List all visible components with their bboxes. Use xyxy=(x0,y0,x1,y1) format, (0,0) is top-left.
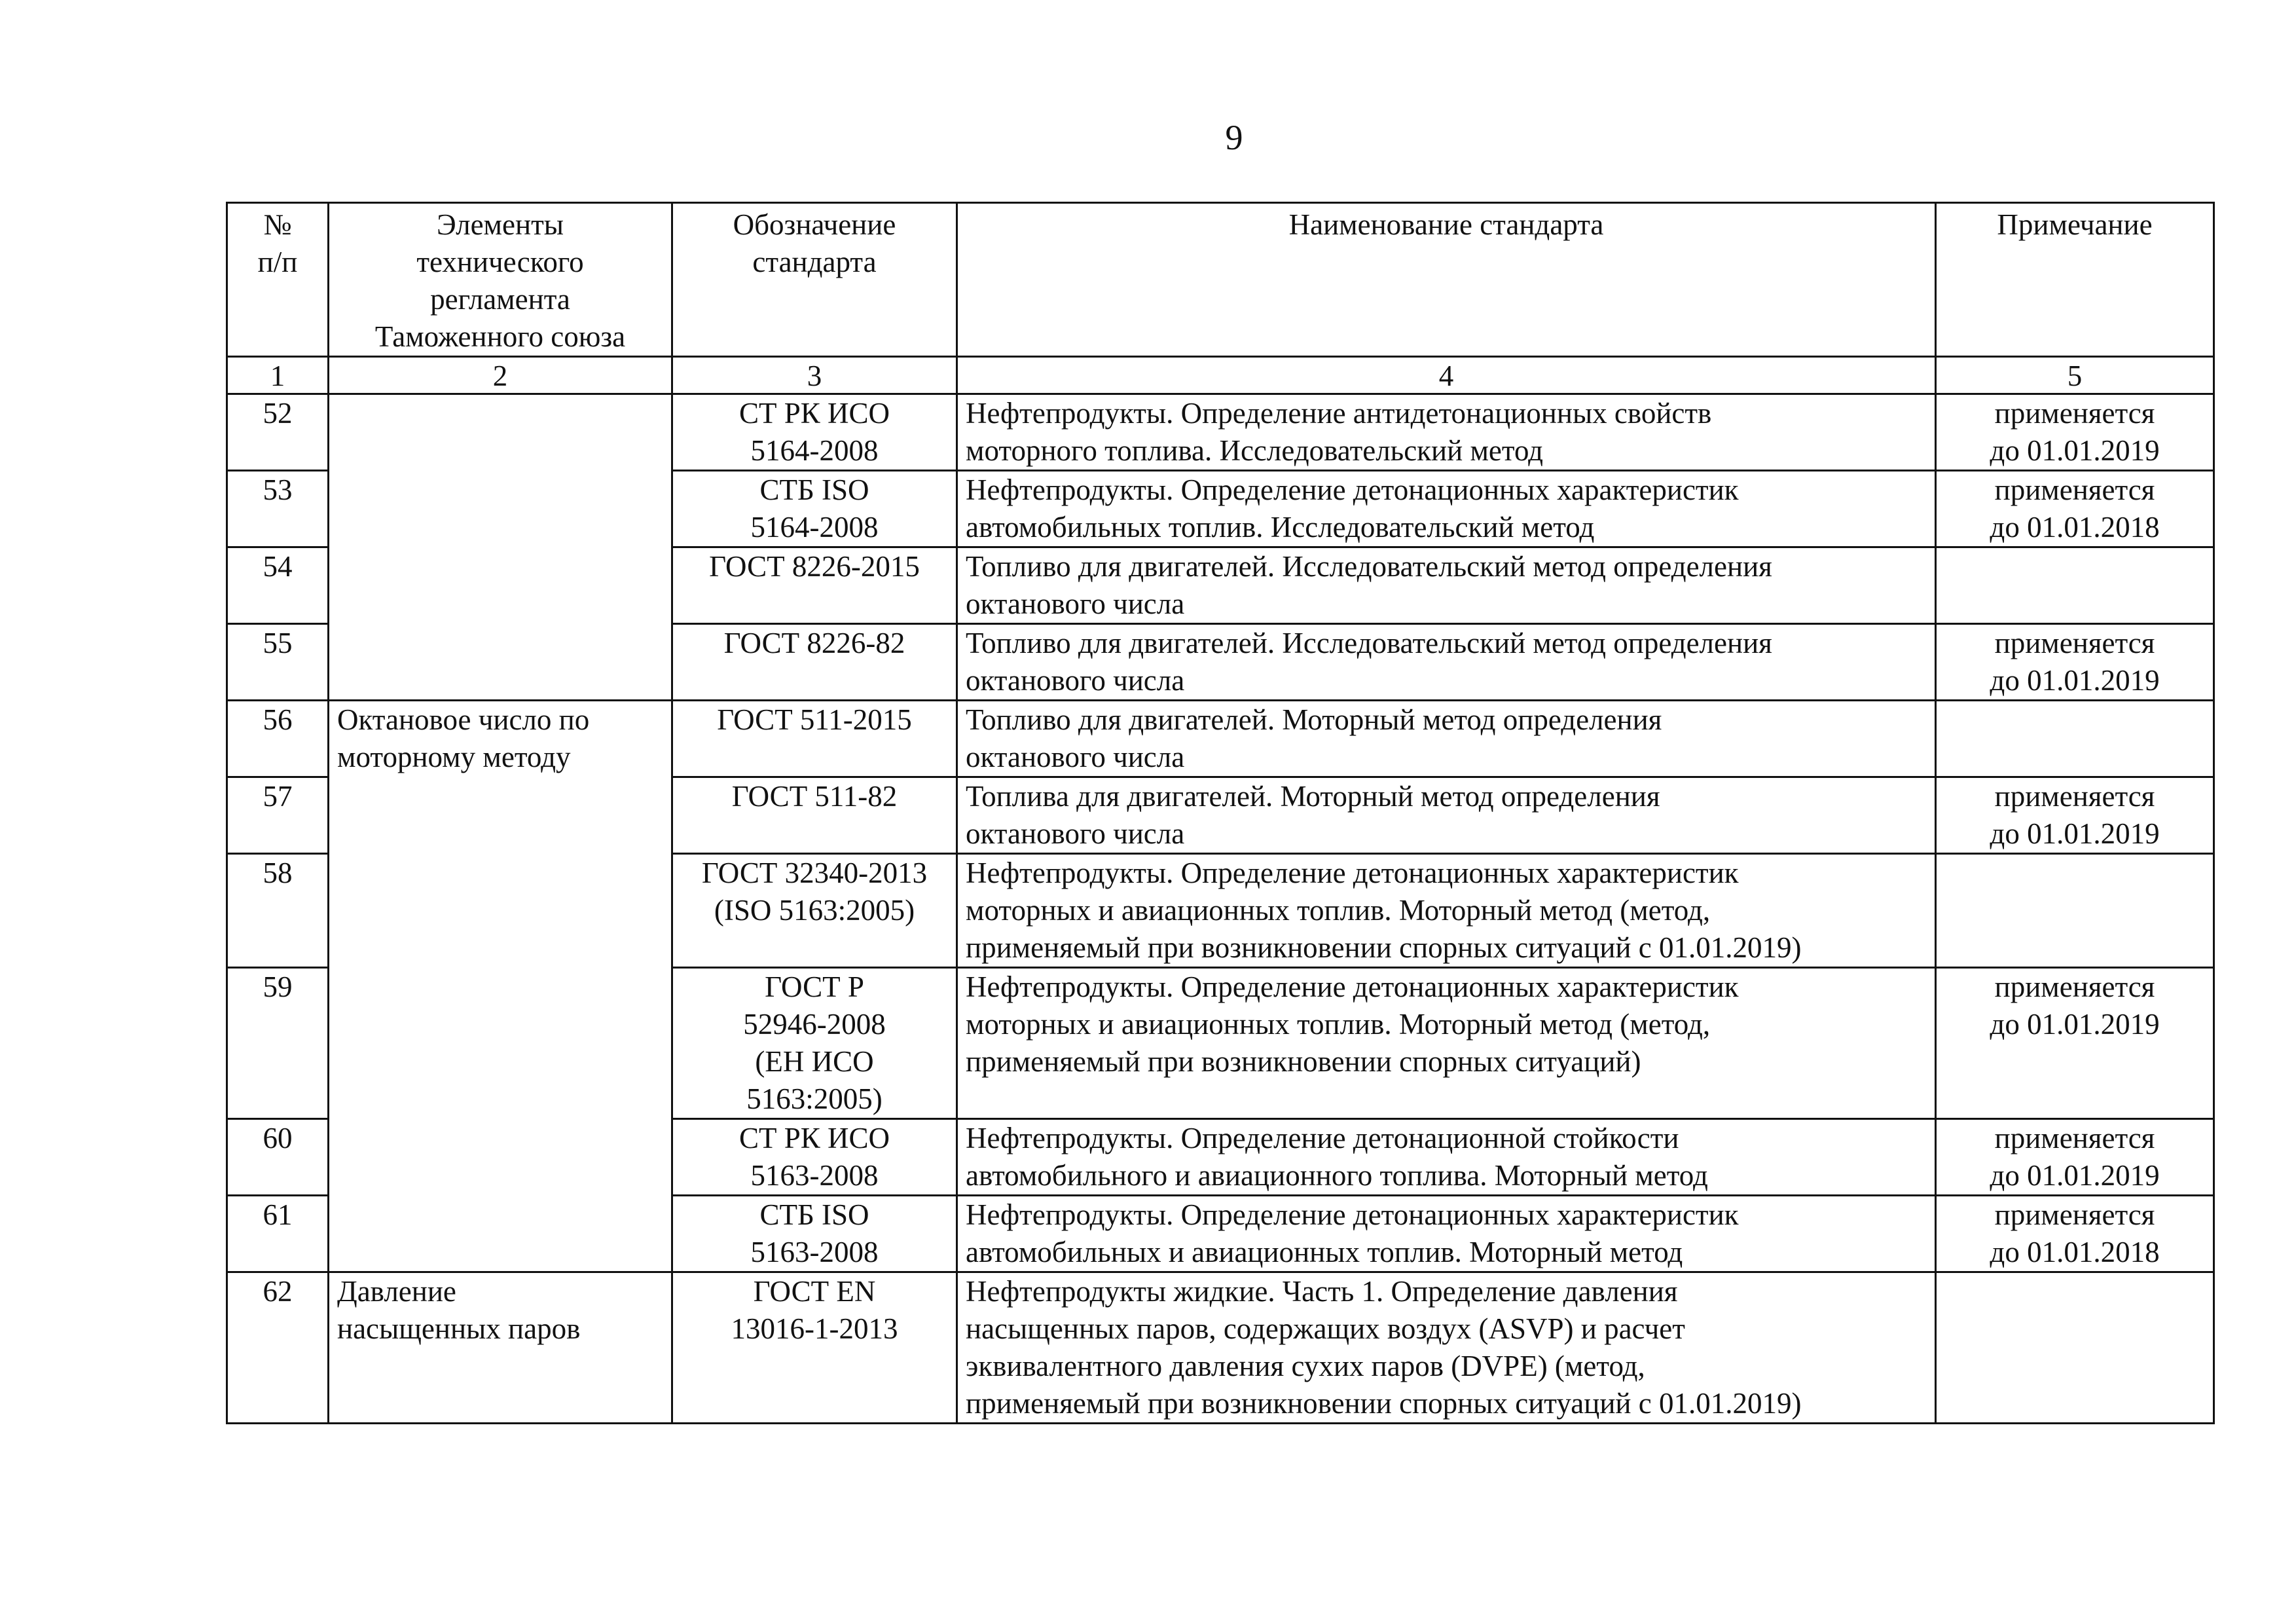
column-index: 5 xyxy=(1936,357,2214,394)
text-line: моторного топлива. Исследовательский метод xyxy=(966,434,1544,467)
text-line: до 01.01.2018 xyxy=(1990,1236,2160,1268)
text-line: Таможенного союза xyxy=(374,320,626,353)
standard-note xyxy=(1936,854,2214,968)
text-line: 52946-2008 xyxy=(743,1008,886,1041)
text-line: Октановое число по xyxy=(337,703,590,736)
row-number: 55 xyxy=(227,624,329,701)
column-index: 4 xyxy=(957,357,1936,394)
standard-note xyxy=(1936,777,2214,854)
text-line: Давление xyxy=(337,1275,456,1308)
standard-note xyxy=(1936,1196,2214,1272)
text-line: регламента xyxy=(430,283,570,316)
text-line: ГОСТ Р xyxy=(765,970,864,1003)
text-line: до 01.01.2019 xyxy=(1990,434,2160,467)
row-number: 57 xyxy=(227,777,329,854)
text-line: СТБ ISO xyxy=(759,1198,869,1231)
text-line: 5163:2005) xyxy=(746,1082,883,1115)
text-line: насыщенных паров xyxy=(337,1312,581,1345)
standard-code xyxy=(672,1272,957,1424)
text-line: Топливо для двигателей. Моторный метод определения xyxy=(966,703,1662,736)
table-header-row xyxy=(227,203,2214,357)
standard-note xyxy=(1936,968,2214,1119)
header-name xyxy=(957,203,1936,357)
standard-name xyxy=(957,701,1936,777)
text-line: применяется xyxy=(1994,1122,2155,1154)
standards-table xyxy=(226,202,2215,1424)
row-number: 58 xyxy=(227,854,329,968)
page-number: 9 xyxy=(1225,118,1243,157)
table-row xyxy=(227,1272,2214,1424)
text-line: автомобильного и авиационного топлива. Моторный метод xyxy=(966,1159,1708,1192)
standard-code xyxy=(672,777,957,854)
row-number: 56 xyxy=(227,701,329,777)
standard-note xyxy=(1936,471,2214,547)
text-line: 5164-2008 xyxy=(750,434,879,467)
text-line: до 01.01.2019 xyxy=(1990,664,2160,697)
text-line: Нефтепродукты жидкие. Часть 1. Определение давления xyxy=(966,1275,1678,1308)
text-line: Нефтепродукты. Определение детонационной стойкости xyxy=(966,1122,1679,1154)
text-line: ГОСТ 8226-82 xyxy=(723,627,905,659)
column-index: 3 xyxy=(672,357,957,394)
text-line: применяется xyxy=(1994,780,2155,813)
standard-name xyxy=(957,547,1936,624)
standard-name xyxy=(957,1196,1936,1272)
text-line: применяется xyxy=(1994,473,2155,506)
text-line: применяемый при возникновении спорных ситуаций с 01.01.2019) xyxy=(966,931,1802,964)
text-line: СТ РК ИСО xyxy=(738,397,890,430)
text-line: стандарта xyxy=(752,246,877,278)
text-line: СТБ ISO xyxy=(759,473,869,506)
standard-note xyxy=(1936,547,2214,624)
text-line: Нефтепродукты. Определение антидетонационных свойств xyxy=(966,397,1712,430)
text-line: до 01.01.2019 xyxy=(1990,817,2160,850)
element-cell-motor-octane xyxy=(329,701,672,1272)
text-line: ГОСТ 511-2015 xyxy=(717,703,912,736)
standard-name xyxy=(957,1119,1936,1196)
column-index: 2 xyxy=(329,357,672,394)
header-element xyxy=(329,203,672,357)
text-line: ГОСТ EN xyxy=(753,1275,876,1308)
row-number: 52 xyxy=(227,394,329,471)
standard-note xyxy=(1936,1119,2214,1196)
column-index: 1 xyxy=(227,357,329,394)
text-line: ГОСТ 32340-2013 xyxy=(701,857,928,889)
text-line: Обозначение xyxy=(733,208,896,241)
text-line: октанового числа xyxy=(966,817,1185,850)
text-line: № xyxy=(263,208,292,241)
standard-name xyxy=(957,854,1936,968)
row-number: 61 xyxy=(227,1196,329,1272)
text-line: моторных и авиационных топлив. Моторный метод (метод, xyxy=(966,1008,1711,1041)
text-line: 5163-2008 xyxy=(750,1159,879,1192)
standard-code xyxy=(672,968,957,1119)
text-line: 5163-2008 xyxy=(750,1236,879,1268)
text-line: автомобильных и авиационных топлив. Моторный метод xyxy=(966,1236,1683,1268)
text-line: (ISO 5163:2005) xyxy=(714,894,915,927)
header-note xyxy=(1936,203,2214,357)
text-line: Нефтепродукты. Определение детонационных характеристик xyxy=(966,473,1739,506)
header-num xyxy=(227,203,329,357)
text-line: Нефтепродукты. Определение детонационных характеристик xyxy=(966,970,1739,1003)
text-line: октанового числа xyxy=(966,587,1185,620)
standard-code xyxy=(672,547,957,624)
text-line: (ЕН ИСО xyxy=(755,1045,874,1078)
standard-code xyxy=(672,1119,957,1196)
standard-note xyxy=(1936,394,2214,471)
text-line: эквивалентного давления сухих паров (DVPE) (метод, xyxy=(966,1350,1645,1382)
text-line: ГОСТ 8226-2015 xyxy=(709,550,920,583)
row-number: 54 xyxy=(227,547,329,624)
row-number: 60 xyxy=(227,1119,329,1196)
row-number: 62 xyxy=(227,1272,329,1424)
text-line: октанового числа xyxy=(966,741,1185,773)
standard-code xyxy=(672,1196,957,1272)
text-line: Нефтепродукты. Определение детонационных характеристик xyxy=(966,857,1739,889)
text-line: применяется xyxy=(1994,1198,2155,1231)
text-line: Топливо для двигателей. Исследовательский метод определения xyxy=(966,550,1772,583)
text-line: Примечание xyxy=(1997,208,2153,241)
text-line: применяемый при возникновении спорных ситуаций с 01.01.2019) xyxy=(966,1387,1802,1420)
text-line: моторному методу xyxy=(337,741,571,773)
text-line: технического xyxy=(416,246,584,278)
text-line: Топливо для двигателей. Исследовательский метод определения xyxy=(966,627,1772,659)
text-line: применяется xyxy=(1994,970,2155,1003)
standard-name xyxy=(957,968,1936,1119)
table-body xyxy=(227,357,2214,1424)
text-line: октанового числа xyxy=(966,664,1185,697)
table-row xyxy=(227,701,2214,777)
element-cell-empty xyxy=(329,394,672,701)
row-number: 59 xyxy=(227,968,329,1119)
header-code xyxy=(672,203,957,357)
standard-code xyxy=(672,701,957,777)
standard-note xyxy=(1936,624,2214,701)
text-line: насыщенных паров, содержащих воздух (ASVP) и расчет xyxy=(966,1312,1685,1345)
text-line: Топлива для двигателей. Моторный метод определения xyxy=(966,780,1660,813)
standard-name xyxy=(957,471,1936,547)
text-line: 13016-1-2013 xyxy=(731,1312,898,1345)
text-line: моторных и авиационных топлив. Моторный метод (метод, xyxy=(966,894,1711,927)
text-line: применяется xyxy=(1994,397,2155,430)
standard-note xyxy=(1936,1272,2214,1424)
text-line: СТ РК ИСО xyxy=(738,1122,890,1154)
text-line: до 01.01.2019 xyxy=(1990,1159,2160,1192)
text-line: применяемый при возникновении спорных ситуаций) xyxy=(966,1045,1641,1078)
text-line: до 01.01.2018 xyxy=(1990,511,2160,544)
standard-code xyxy=(672,471,957,547)
text-line: 5164-2008 xyxy=(750,511,879,544)
standard-name xyxy=(957,1272,1936,1424)
text-line: Элементы xyxy=(437,208,564,241)
standard-note xyxy=(1936,701,2214,777)
standard-code xyxy=(672,394,957,471)
element-cell-vapor-pressure xyxy=(329,1272,672,1424)
text-line: применяется xyxy=(1994,627,2155,659)
standard-code xyxy=(672,624,957,701)
text-line: до 01.01.2019 xyxy=(1990,1008,2160,1041)
column-index-row xyxy=(227,357,2214,394)
text-line: автомобильных топлив. Исследовательский метод xyxy=(966,511,1595,544)
standard-name xyxy=(957,624,1936,701)
text-line: Нефтепродукты. Определение детонационных характеристик xyxy=(966,1198,1739,1231)
text-line: ГОСТ 511-82 xyxy=(731,780,898,813)
row-number: 53 xyxy=(227,471,329,547)
text-line: Наименование стандарта xyxy=(1288,208,1604,241)
text-line: п/п xyxy=(257,246,298,278)
standard-name xyxy=(957,777,1936,854)
table-row xyxy=(227,394,2214,471)
standard-name xyxy=(957,394,1936,471)
standard-code xyxy=(672,854,957,968)
